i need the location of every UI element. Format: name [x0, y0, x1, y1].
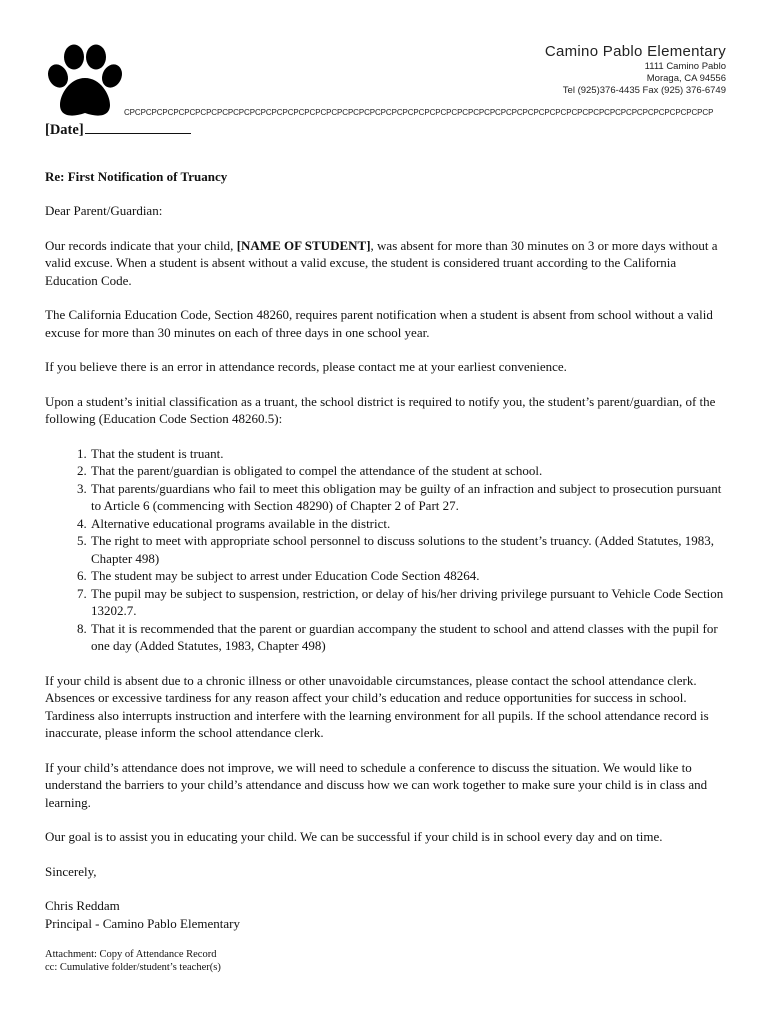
- salutation: Dear Parent/Guardian:: [45, 203, 163, 218]
- signer-name: Chris Reddam: [45, 898, 120, 913]
- paragraph-error-contact: If you believe there is an error in attendance records, please contact me at your earliest convenience.: [45, 359, 567, 374]
- list-item: 7. The pupil may be subject to suspension, restriction, or delay of his/her driving privilege pursuant to Vehicle Code Section 13202.7.: [90, 585, 727, 620]
- para1-end: , was absent for more than 30 minutes on 3 or more days without a valid excuse. When a student is absent without a valid excuse, the student is considered truant according to the California Education Code.: [45, 237, 718, 288]
- school-letterhead: [545, 42, 726, 97]
- subject-line: Re: First Notification of Truancy: [45, 168, 228, 184]
- paragraph-education-code: The California Education Code, Section 48260, requires parent notification when a student is absent from school without a valid excuse for more than 30 minutes on each of three days in one school year.: [45, 307, 713, 340]
- paw-print-logo: [44, 44, 124, 120]
- paw-toe-3: [86, 45, 106, 70]
- list-item: 5. The right to meet with appropriate school personnel to discuss solutions to the student’s truancy. (Added Statutes, 1983, Chapter 498): [90, 532, 727, 567]
- paragraph-chronic-illness: If your child is absent due to a chronic illness or other unavoidable circumstances, please contact the school attendance clerk. Absences or excessive tardiness for any reason affect your child’s education and reduce opportunities for success in school. Tardiness also interrupts instruction and interfere with the learning environment for all pupils. If the school attendance record is inaccurate, please inform the school attendance clerk.: [45, 672, 709, 740]
- list-item: 6. The student may be subject to arrest under Education Code Section 48264.: [90, 567, 727, 585]
- date-field: [45, 120, 727, 140]
- school-name: Camino Pablo Elementary: [544, 43, 726, 60]
- list-item: 3. That parents/guardians who fail to meet this obligation may be guilty of an infraction and subject to prosecution pursuant to Article 6 (commencing with Section 48290) of Chapter 2 of Part 27.: [90, 480, 727, 515]
- paragraph-records: [45, 237, 727, 290]
- closing: Sincerely,: [45, 863, 97, 879]
- list-item: 8. That it is recommended that the parent or guardian accompany the student to school and attend classes with the pupil for one day (Added Statutes, 1983, Chapter 498): [90, 620, 727, 655]
- letter-body: [45, 120, 727, 974]
- paw-pad: [60, 78, 110, 116]
- paragraph-notification: Upon a student’s initial classification as a truant, the school district is required to notify you, the student’s parent/guardian, of the following (Education Code Section 48260.5):: [45, 393, 716, 426]
- letterhead-divider: CPCPCPCPCPCPCPCPCPCPCPCPCPCPCPCPCPCPCPCPCPCPCPCPCPCPCPCPCPCPCPCPCPCPCPCPCPCPCPCPCPCPCPCPCPCPCPCPCPCPCPCPCPCP: [124, 108, 714, 117]
- date-label: [Date]: [45, 122, 84, 138]
- paragraph-conference: If your child’s attendance does not improve, we will need to schedule a conference to discuss the situation. We would like to understand the barriers to your child’s attendance and discuss how we can work together to make sure your child is in class and learning.: [45, 759, 708, 810]
- list-item: 4. Alternative educational programs available in the district.: [90, 515, 727, 533]
- list-item: 1. That the student is truant.: [90, 445, 727, 463]
- signature-block: [45, 897, 727, 932]
- date-blank: [85, 120, 191, 134]
- para1-start: Our records indicate that your child,: [45, 237, 237, 253]
- attachment-note: Attachment: Copy of Attendance Record: [45, 949, 217, 960]
- paw-toe-2: [64, 45, 84, 70]
- student-name-placeholder: [NAME OF STUDENT]: [236, 237, 371, 253]
- school-phone-fax: Tel (925)376-4435 Fax (925) 376-6749: [562, 85, 726, 96]
- notification-list: [45, 445, 727, 655]
- signer-title: Principal - Camino Pablo Elementary: [45, 915, 240, 931]
- paragraph-goal: Our goal is to assist you in educating your child. We can be successful if your child is in school every day and on time.: [45, 829, 663, 844]
- letter-footer: [45, 948, 727, 974]
- list-item: 2. That the parent/guardian is obligated to compel the attendance of the student at school.: [90, 462, 727, 480]
- school-street: 1111 Camino Pablo: [644, 61, 726, 72]
- school-city-state-zip: Moraga, CA 94556: [646, 73, 726, 84]
- cc-note: cc: Cumulative folder/student’s teacher(s): [45, 962, 221, 973]
